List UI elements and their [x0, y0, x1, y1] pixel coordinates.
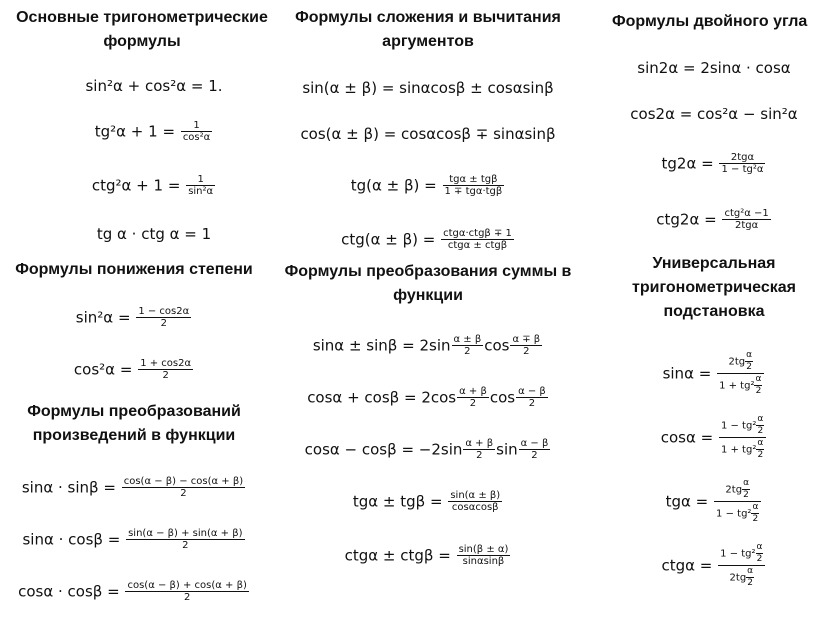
half-angle: [742, 478, 750, 501]
heading-power-reduction: Формулы понижения степени: [15, 261, 253, 278]
formula-pythagorean: sin²α + cos²α = 1.: [85, 77, 223, 95]
half-angle: [754, 374, 762, 397]
numerator: α ∓ β: [512, 334, 541, 345]
denominator: 1 ∓ tgα·tgβ: [444, 186, 503, 197]
fraction: [136, 306, 191, 329]
numerator: α − β: [520, 438, 549, 449]
denominator: 2: [469, 398, 477, 409]
fraction: [714, 478, 761, 525]
fraction: [457, 386, 489, 409]
denominator: 2: [160, 318, 167, 329]
half-num: α: [747, 566, 754, 576]
denominator-text: 1 + tg²: [720, 444, 757, 456]
formula-sin-squared: [0, 306, 268, 329]
formula-left: ctg(α ± β) =: [341, 230, 436, 249]
heading-universal-substitution: Универсальная тригонометрическая подстановка: [632, 255, 796, 320]
numerator: [717, 350, 764, 374]
formula-cos-squared: [0, 358, 268, 381]
fraction: [717, 350, 764, 397]
numerator-text: 2tg: [728, 356, 746, 368]
half-num: α: [757, 438, 764, 448]
denominator: 2: [531, 450, 538, 461]
half-den: 2: [752, 514, 759, 524]
numerator: α ± β: [453, 334, 482, 345]
heading-sum-to-product: Формулы преобразования суммы в функции: [284, 263, 572, 304]
fraction: [181, 120, 212, 143]
denominator: 2tgα: [734, 220, 759, 231]
heading-double-angle: Формулы двойного угла: [612, 13, 808, 30]
denominator: [714, 502, 761, 525]
denominator: ctgα ± ctgβ: [447, 240, 508, 251]
denominator: 2: [180, 488, 187, 499]
formula-cos2a: cos2α = cos²α − sin²α: [630, 105, 798, 123]
fraction: [122, 476, 245, 499]
formula-left: tg2α =: [661, 154, 714, 173]
denominator: 2: [162, 370, 169, 381]
heading-basic: Основные тригонометрические формулы: [16, 9, 268, 50]
denominator: 2: [183, 592, 191, 603]
formula-sin-cos: [0, 528, 268, 551]
half-angle: [745, 350, 753, 373]
denominator: cos²α: [182, 132, 211, 143]
fraction: [718, 542, 765, 589]
numerator: ctgα·ctgβ ∓ 1: [443, 228, 512, 239]
denominator-text: 2tg: [729, 572, 747, 584]
heading-product: Формулы преобразований произведений в функции: [27, 403, 241, 444]
half-num: α: [756, 542, 763, 552]
formula-tg-pm-tg: [276, 490, 580, 513]
denominator-text: 1 + tg²: [719, 380, 755, 392]
formula-mid: cos: [489, 388, 516, 407]
fraction: [186, 174, 215, 197]
formula-left: tgα ± tgβ =: [352, 492, 443, 511]
denominator: sinαsinβ: [462, 556, 505, 567]
fraction: [452, 334, 484, 357]
numerator: [718, 542, 765, 566]
half-den: 2: [746, 362, 752, 372]
denominator: sin²α: [188, 186, 214, 197]
formula-ctg-sum: [276, 228, 580, 251]
fraction: [719, 414, 766, 461]
formula-left: tg(α ± β) =: [350, 176, 437, 195]
denominator: 2: [182, 540, 189, 551]
numerator: 2tgα: [719, 152, 765, 164]
formula-left: cosα + cosβ = 2cos: [307, 388, 457, 407]
half-num: α: [752, 502, 759, 512]
formula-cos-sum: cos(α ± β) = cosαcosβ ∓ sinαsinβ: [300, 125, 556, 143]
formula-left: sinα =: [662, 364, 712, 383]
formula-mid: cos: [484, 336, 510, 355]
numerator: sin(α ± β): [450, 490, 501, 501]
denominator: [717, 374, 764, 397]
half-den: 2: [747, 578, 753, 588]
formula-sin-sum: sin(α ± β) = sinαcosβ ± cosαsinβ: [302, 79, 554, 97]
denominator: [718, 566, 765, 589]
numerator: α + β: [459, 386, 487, 397]
numerator: sin(β ± α): [458, 544, 509, 555]
denominator: 2: [523, 346, 530, 357]
formula-left: sinα ± sinβ = 2sin: [312, 336, 451, 355]
half-den: 2: [743, 490, 749, 500]
formula-left: ctgα ± ctgβ =: [344, 546, 451, 565]
formula-left: sinα · sinβ =: [21, 478, 116, 497]
numerator: 1 + cos2α: [140, 358, 192, 369]
formula-ctg-identity: [10, 174, 298, 197]
fraction: [448, 490, 502, 513]
half-num: α: [743, 478, 749, 488]
denominator: 2: [464, 346, 471, 357]
formula-left: tgα =: [665, 492, 709, 511]
numerator: α + β: [465, 438, 494, 449]
numerator: cos(α − β) + cos(α + β): [127, 580, 247, 591]
half-angle: [751, 502, 759, 525]
denominator: [719, 438, 766, 461]
half-den: 2: [756, 554, 763, 564]
formula-left: tg²α + 1 =: [94, 122, 176, 141]
denominator: 1 − tg²α: [721, 164, 764, 175]
formula-left: cosα − cosβ = −2sin: [304, 440, 463, 459]
half-num: α: [755, 374, 762, 384]
fraction: [463, 438, 495, 461]
fraction: [443, 174, 505, 197]
formula-sin-sin: [0, 476, 268, 499]
fraction: [510, 334, 542, 357]
denominator-text: 1 − tg²: [716, 508, 752, 520]
half-den: 2: [757, 426, 764, 436]
denominator: 2: [528, 398, 536, 409]
fraction: [719, 152, 765, 175]
half-angle: [746, 566, 754, 589]
numerator-text: 1 − tg²: [720, 420, 757, 432]
formula-tg-sum: [276, 174, 580, 197]
half-num: α: [746, 350, 753, 360]
numerator: ctg²α −1: [724, 208, 769, 219]
fraction: [126, 528, 244, 551]
numerator-text: 1 − tg²: [720, 548, 756, 560]
formula-ctg2a: [612, 208, 816, 231]
formula-left: cosα · cosβ =: [18, 582, 120, 601]
formula-left: sin²α =: [75, 308, 131, 327]
fraction: [441, 228, 514, 251]
half-angle: [756, 438, 764, 461]
formula-left: ctgα =: [661, 556, 713, 575]
numerator: tgα ± tgβ: [443, 174, 505, 186]
fraction: [519, 438, 551, 461]
numerator: cos(α − β) − cos(α + β): [123, 476, 244, 487]
formula-left: ctg²α + 1 =: [91, 176, 181, 195]
denominator: 2: [476, 450, 483, 461]
formula-left: cos²α =: [73, 360, 133, 379]
formula-cos-plus-cos: [276, 386, 580, 409]
numerator: [719, 414, 766, 438]
formula-cos-cos: [0, 580, 268, 603]
fraction: [138, 358, 193, 381]
half-den: 2: [755, 386, 762, 396]
numerator: 1: [186, 174, 215, 186]
formula-tg2a: [612, 152, 816, 175]
formula-sin2a: sin2α = 2sinα · cosα: [637, 59, 791, 77]
formula-left: ctg2α =: [656, 210, 717, 229]
numerator: [714, 478, 761, 502]
numerator: 1: [181, 120, 212, 132]
denominator: cosαcosβ: [451, 502, 499, 513]
fraction: [125, 580, 248, 603]
formula-subst-sin: [612, 350, 816, 397]
formula-sin-pm-sin: [276, 334, 580, 357]
formula-subst-cos: [612, 414, 816, 461]
numerator: α − β: [518, 386, 546, 397]
heading-addition: Формулы сложения и вычитания аргументов: [295, 9, 561, 50]
numerator: 1 − cos2α: [138, 306, 190, 317]
formula-ctg-pm-ctg: [276, 544, 580, 567]
half-num: α: [757, 414, 764, 424]
formula-subst-tg: [612, 478, 816, 525]
formula-subst-ctg: [612, 542, 816, 589]
numerator-text: 2tg: [725, 484, 743, 496]
fraction: [457, 544, 511, 567]
fraction: [722, 208, 770, 231]
formula-left: sinα · cosβ =: [22, 530, 121, 549]
half-angle: [756, 542, 764, 565]
formula-left: cosα =: [660, 428, 714, 447]
half-den: 2: [757, 450, 764, 460]
formula-tg-ctg: tg α · ctg α = 1: [96, 225, 212, 243]
half-angle: [756, 414, 764, 437]
fraction: [516, 386, 548, 409]
numerator: sin(α − β) + sin(α + β): [128, 528, 243, 539]
formula-mid: sin: [496, 440, 518, 459]
formula-cos-minus-cos: [276, 438, 580, 461]
formula-tg-identity: [10, 120, 298, 143]
